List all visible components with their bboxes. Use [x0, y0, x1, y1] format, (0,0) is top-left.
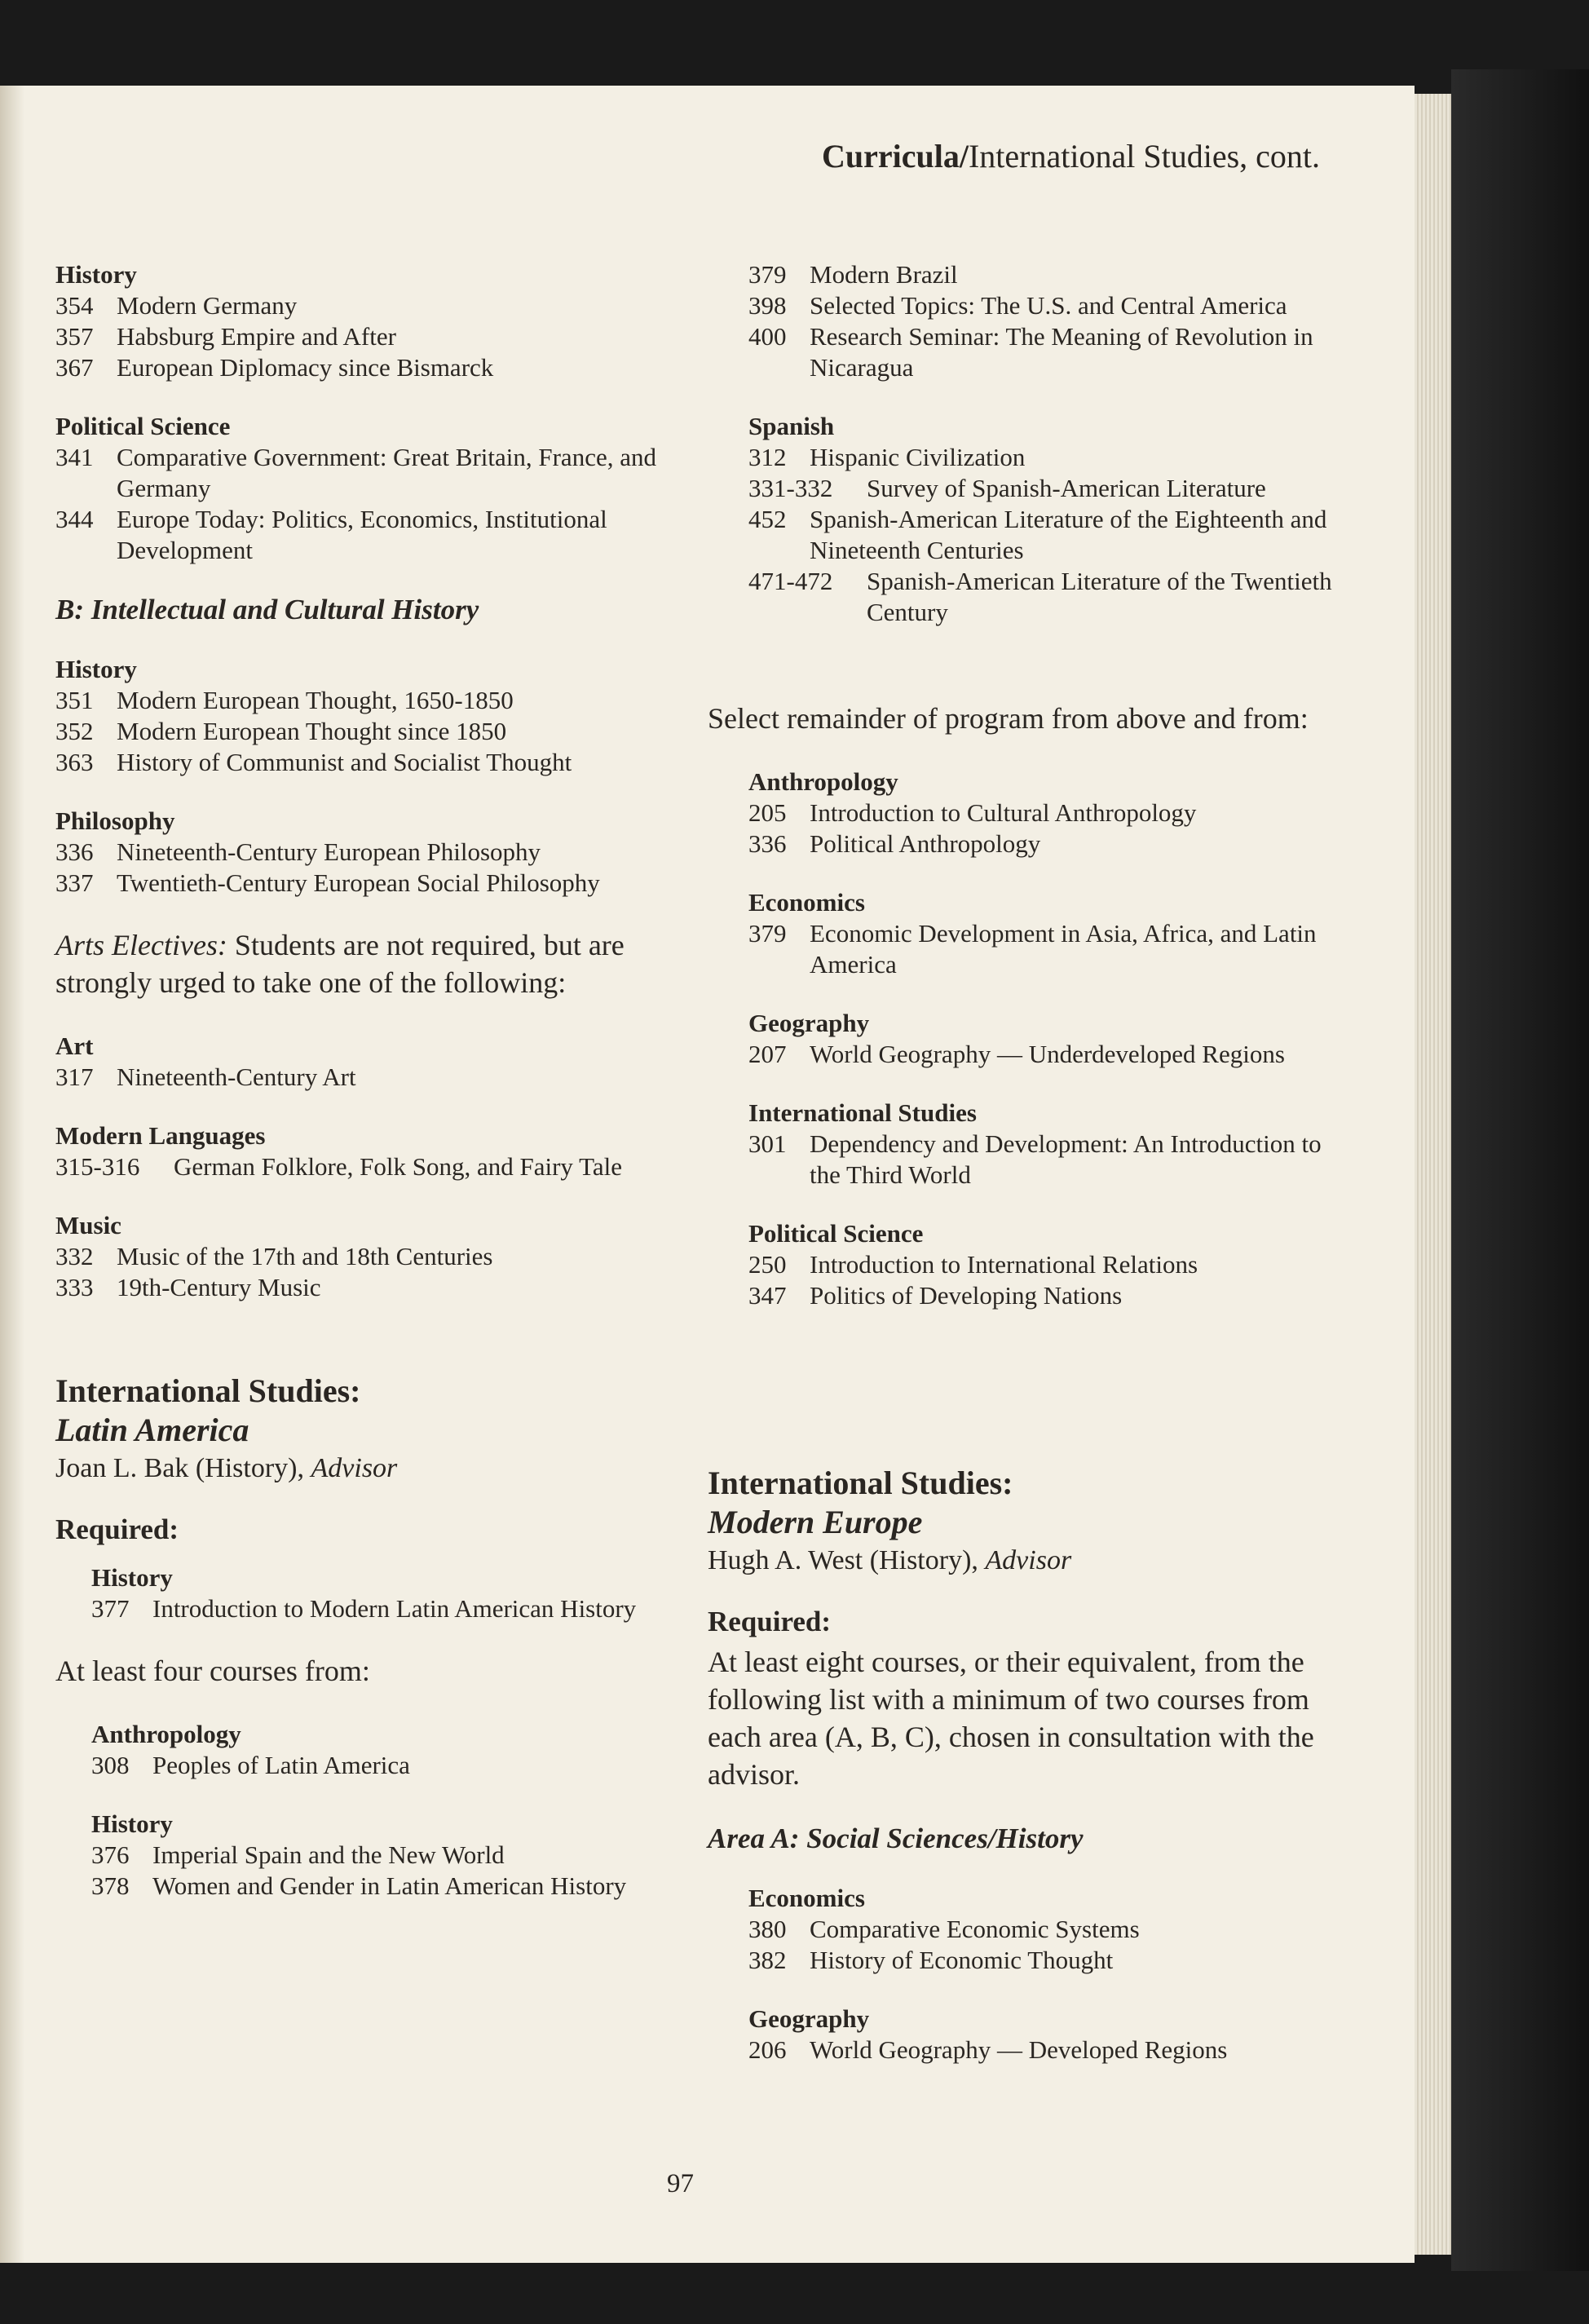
course-row [55, 716, 691, 747]
course-row [55, 837, 691, 868]
course-row [91, 1593, 691, 1624]
course-title: World Geography — Underdeveloped Regions [810, 1040, 1285, 1068]
course-title: Selected Topics: The U.S. and Central America [810, 291, 1287, 320]
book-cover [1451, 69, 1589, 2271]
latin-elective-courses [91, 1719, 691, 1902]
course-row [55, 290, 691, 321]
course-group [748, 887, 1327, 980]
course-row [748, 259, 1368, 290]
course-number: 378 [91, 1871, 130, 1900]
course-number: 398 [748, 291, 787, 320]
course-row [55, 685, 691, 716]
subject-heading: History [55, 260, 137, 289]
course-number: 352 [55, 717, 94, 745]
course-number: 452 [748, 505, 787, 533]
arts-electives-lead: Arts Electives: [55, 929, 227, 961]
course-number: 379 [748, 260, 787, 289]
course-group [748, 767, 1327, 859]
area-b-heading: B: Intellectual and Cultural History [55, 594, 479, 625]
page-gutter [0, 86, 24, 2263]
latin-required-courses [91, 1562, 691, 1624]
latin-continued-courses [748, 259, 1368, 628]
course-group [748, 1098, 1327, 1191]
course-group [55, 1120, 691, 1182]
course-row [748, 1280, 1327, 1311]
course-number: 357 [55, 322, 94, 351]
subject-heading: Philosophy [55, 806, 175, 835]
course-number: 471-472 [748, 567, 833, 595]
course-row [748, 473, 1368, 504]
course-row [91, 1871, 691, 1902]
course-number: 250 [748, 1250, 787, 1279]
course-group [55, 806, 691, 899]
right-column-mid [708, 700, 1327, 1339]
course-number: 317 [55, 1063, 94, 1091]
course-row [91, 1840, 691, 1871]
right-column-lower [708, 1464, 1327, 2093]
course-number: 301 [748, 1129, 787, 1158]
modern-europe-advisor [708, 1545, 1327, 1576]
course-number: 312 [748, 443, 787, 471]
course-group [91, 1562, 691, 1624]
course-title: Introduction to Cultural Anthropology [810, 798, 1197, 827]
course-title: Survey of Spanish-American Literature [867, 474, 1266, 502]
arts-electives-note [55, 926, 691, 1001]
course-title: Dependency and Development: An Introduction to the Third World [810, 1129, 1322, 1189]
course-number: 377 [91, 1594, 130, 1623]
course-row [55, 504, 691, 566]
subject-heading: Spanish [748, 412, 835, 440]
course-row [55, 1151, 691, 1182]
course-title: Political Anthropology [810, 829, 1041, 858]
course-title: Comparative Government: Great Britain, France, and Germany [117, 443, 656, 502]
running-head [822, 137, 1320, 175]
latin-america-subheading: Latin America [55, 1412, 249, 1448]
running-head-section: Curricula/ [822, 138, 969, 175]
course-group [748, 1218, 1327, 1311]
subject-heading: Music [55, 1211, 121, 1239]
course-title: Women and Gender in Latin American History [152, 1871, 627, 1900]
course-number: 331-332 [748, 474, 833, 502]
course-group [55, 654, 691, 778]
subject-heading: Political Science [748, 1219, 924, 1248]
course-row [748, 1039, 1327, 1070]
course-title: German Folklore, Folk Song, and Fairy Tale [174, 1152, 623, 1181]
course-number: 332 [55, 1242, 94, 1270]
course-row [748, 1914, 1327, 1945]
subject-heading: International Studies [748, 1098, 977, 1127]
course-title: History of Economic Thought [810, 1946, 1114, 1974]
modern-europe-heading: International Studies: [708, 1465, 1013, 1501]
subject-heading: Art [55, 1032, 94, 1060]
course-group [55, 1210, 691, 1303]
running-head-topic: International Studies, cont. [968, 138, 1320, 175]
subject-heading: Geography [748, 2004, 870, 2033]
course-title: 19th-Century Music [117, 1273, 321, 1301]
course-title: Habsburg Empire and After [117, 322, 396, 351]
course-title: Modern Brazil [810, 260, 958, 289]
course-title: Nineteenth-Century European Philosophy [117, 837, 541, 866]
course-number: 344 [55, 505, 94, 533]
course-group [55, 259, 691, 383]
course-number: 341 [55, 443, 94, 471]
course-row [748, 797, 1327, 828]
course-groups-arts [55, 1031, 691, 1303]
course-title: Spanish-American Literature of the Twentieth Century [867, 567, 1332, 626]
europe-required-label: Required: [708, 1606, 832, 1637]
course-group [748, 2004, 1327, 2066]
course-number: 379 [748, 919, 787, 948]
course-group [91, 1719, 691, 1781]
course-row [748, 2035, 1327, 2066]
europe-advisor-role: Advisor [985, 1545, 1072, 1575]
course-number: 333 [55, 1273, 94, 1301]
course-row [55, 1062, 691, 1093]
course-number: 351 [55, 686, 94, 714]
course-number: 354 [55, 291, 94, 320]
course-row [748, 1945, 1327, 1976]
course-row [748, 504, 1368, 566]
course-title: Modern European Thought, 1650-1850 [117, 686, 514, 714]
course-row [55, 352, 691, 383]
course-group [748, 1008, 1327, 1070]
course-row [55, 1272, 691, 1303]
area-a-heading: Area A: Social Sciences/History [708, 1823, 1084, 1854]
course-title: Twentieth-Century European Social Philosophy [117, 868, 600, 897]
course-number: 336 [748, 829, 787, 858]
latin-atleast-note: At least four courses from: [55, 1655, 370, 1687]
course-number: 400 [748, 322, 787, 351]
course-number: 315-316 [55, 1152, 140, 1181]
course-number: 206 [748, 2035, 787, 2064]
course-title: Music of the 17th and 18th Centuries [117, 1242, 493, 1270]
course-group [55, 1031, 691, 1093]
europe-requirement-text: At least eight courses, or their equivalent, from the following list with a minimum of two courses from each area (A, B, C), chosen in consultation with the advisor. [708, 1646, 1314, 1791]
course-title: Economic Development in Asia, Africa, and Latin America [810, 919, 1317, 979]
course-row [748, 566, 1368, 628]
course-group [748, 259, 1368, 383]
latin-america-heading: International Studies: [55, 1372, 361, 1409]
course-title: Research Seminar: The Meaning of Revolution in Nicaragua [810, 322, 1313, 382]
course-title: Comparative Economic Systems [810, 1915, 1140, 1943]
subject-heading: Geography [748, 1009, 870, 1037]
course-number: 367 [55, 353, 94, 382]
course-number: 363 [55, 748, 94, 776]
course-number: 308 [91, 1751, 130, 1779]
course-number: 380 [748, 1915, 787, 1943]
course-number: 205 [748, 798, 787, 827]
course-group [91, 1809, 691, 1902]
left-column [55, 259, 691, 1929]
latin-advisor-name: Joan L. Bak (History), [55, 1453, 311, 1483]
latin-america-advisor [55, 1453, 691, 1484]
course-title: Imperial Spain and the New World [152, 1840, 505, 1869]
course-groups-area-a-cont [55, 259, 691, 566]
course-row [55, 868, 691, 899]
course-group [55, 411, 691, 566]
course-row [748, 918, 1327, 980]
course-number: 207 [748, 1040, 787, 1068]
course-number: 376 [91, 1840, 130, 1869]
subject-heading: History [91, 1809, 173, 1838]
course-row [748, 442, 1368, 473]
subject-heading: Modern Languages [55, 1121, 266, 1150]
course-row [748, 321, 1368, 383]
course-group [748, 1883, 1327, 1976]
course-number: 337 [55, 868, 94, 897]
course-title: Hispanic Civilization [810, 443, 1026, 471]
course-row [55, 442, 691, 504]
course-row [55, 321, 691, 352]
arts-electives-text: Students are not required, but are strongly urged to take one of the following: [55, 929, 625, 999]
course-row [55, 747, 691, 778]
course-title: Introduction to International Relations [810, 1250, 1198, 1279]
course-row [748, 1129, 1327, 1191]
subject-heading: Economics [748, 888, 865, 917]
course-title: Politics of Developing Nations [810, 1281, 1123, 1310]
course-number: 382 [748, 1946, 787, 1974]
course-row [55, 1241, 691, 1272]
course-row [748, 290, 1368, 321]
course-title: Introduction to Modern Latin American History [152, 1594, 637, 1623]
subject-heading: Anthropology [91, 1720, 241, 1748]
modern-europe-subheading: Modern Europe [708, 1504, 923, 1540]
course-title: European Diplomacy since Bismarck [117, 353, 494, 382]
course-row [748, 1249, 1327, 1280]
course-title: Europe Today: Politics, Economics, Institutional Development [117, 505, 607, 564]
page-edges [1415, 94, 1451, 2255]
course-row [748, 828, 1327, 859]
europe-advisor-name: Hugh A. West (History), [708, 1545, 986, 1575]
subject-heading: Economics [748, 1884, 865, 1912]
course-title: Modern Germany [117, 291, 298, 320]
course-title: History of Communist and Socialist Thought [117, 748, 572, 776]
course-title: Modern European Thought since 1850 [117, 717, 507, 745]
subject-heading: History [91, 1563, 173, 1592]
select-remainder-note: Select remainder of program from above and from: [708, 702, 1309, 735]
course-title: Nineteenth-Century Art [117, 1063, 356, 1091]
course-group [748, 411, 1368, 628]
course-title: Spanish-American Literature of the Eighteenth and Nineteenth Centuries [810, 505, 1327, 564]
course-groups-area-b [55, 654, 691, 899]
page-number: 97 [667, 2169, 694, 2198]
select-remainder-courses [748, 767, 1327, 1311]
subject-heading: Political Science [55, 412, 231, 440]
right-column-upper [748, 259, 1368, 656]
area-a-courses [748, 1883, 1327, 2066]
course-number: 336 [55, 837, 94, 866]
latin-required-label: Required: [55, 1513, 179, 1545]
course-number: 347 [748, 1281, 787, 1310]
subject-heading: History [55, 655, 137, 683]
subject-heading: Anthropology [748, 767, 898, 796]
latin-advisor-role: Advisor [311, 1453, 398, 1483]
course-title: Peoples of Latin America [152, 1751, 410, 1779]
course-title: World Geography — Developed Regions [810, 2035, 1228, 2064]
course-row [91, 1750, 691, 1781]
